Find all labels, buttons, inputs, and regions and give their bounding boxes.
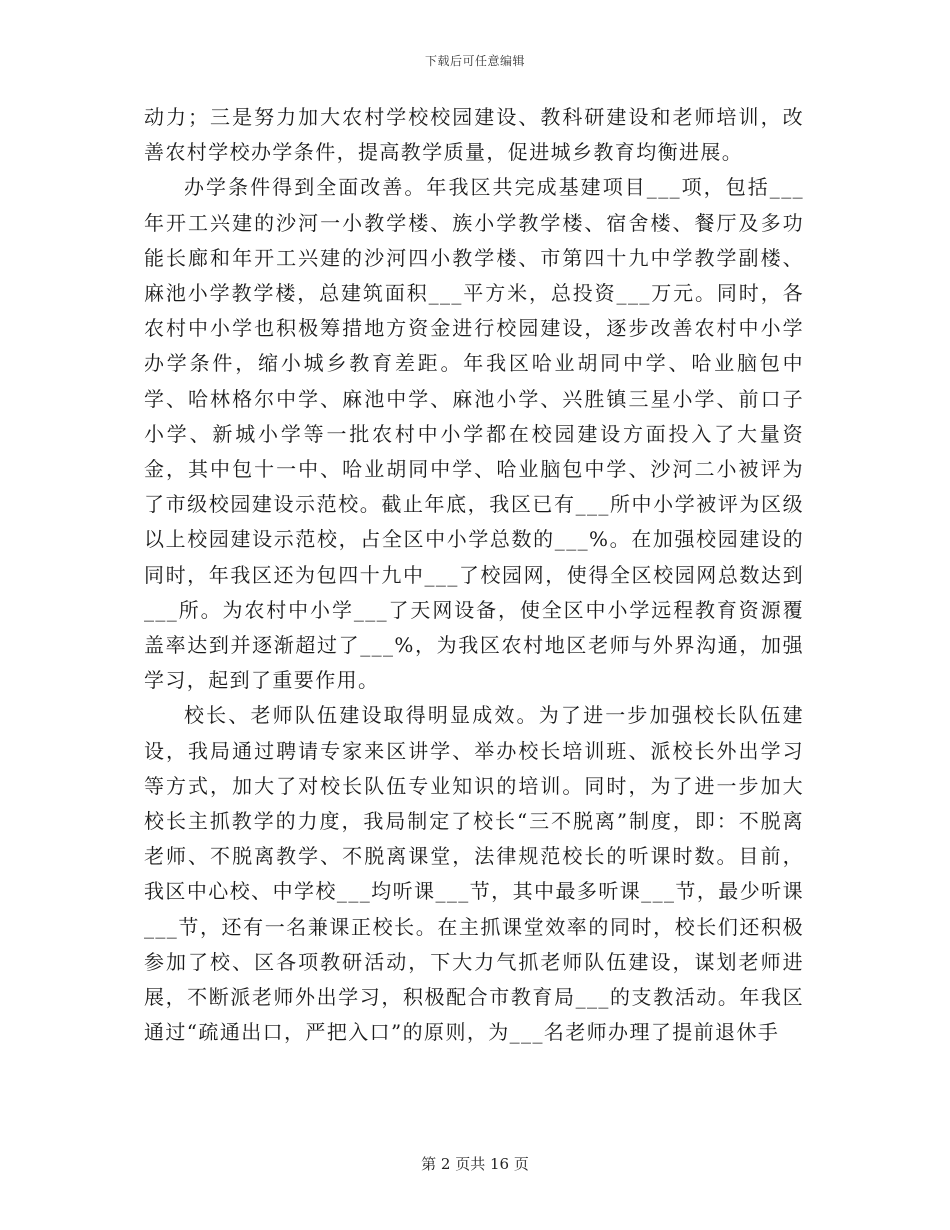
paragraph-1: 动力；三是努力加大农村学校校园建设、教科研建设和老师培训，改善农村学校办学条件，提高教学质量，促进城乡教育均衡进展。 [144, 105, 804, 165]
page-footer: 第 2 页共 16 页 [421, 1155, 529, 1173]
page-header: 下载后可任意编辑 [424, 54, 525, 68]
paragraph-3: 校长、老师队伍建设取得明显成效。为了进一步加强校长队伍建设，我局通过聘请专家来区讲学、举办校长培训班、派校长外出学习等方式，加大了对校长队伍专业知识的培训。同时，为了进一步加大校长主抓教学的力度，我局制定了校长“三不脱离”制度，即：不脱离老师、不脱离教学、不脱离课堂，法律规范校长的听课时数。目前，我区中心校、中学校___均听课___节，其中最多听课___节，最少听课___节，还有一名兼课正校长。在主抓课堂效率的同时，校长们还积极参加了校、区各项教研活动，下大力气抓老师队伍建设，谋划老师进展，不断派老师外出学习，积极配合市教育局___的支教活动。年我区通过“疏通出口，严把入口”的原则，为___名老师办理了提前退休手 [144, 703, 804, 1045]
document-body [144, 100, 804, 1050]
paragraph-2: 办学条件得到全面改善。年我区共完成基建项目___项，包括___年开工兴建的沙河一小教学楼、族小学教学楼、宿舍楼、餐厅及多功能长廊和年开工兴建的沙河四小教学楼、市第四十九中学教学副楼、麻池小学教学楼，总建筑面积___平方米，总投资___万元。同时，各农村中小学也积极筹措地方资金进行校园建设，逐步改善农村中小学办学条件，缩小城乡教育差距。年我区哈业胡同中学、哈业脑包中学、哈林格尔中学、麻池中学、麻池小学、兴胜镇三星小学、前口子小学、新城小学等一批农村中小学都在校园建设方面投入了大量资金，其中包十一中、哈业胡同中学、哈业脑包中学、沙河二小被评为了市级校园建设示范校。截止年底，我区已有___所中小学被评为区级以上校园建设示范校，占全区中小学总数的___%。在加强校园建设的同时，年我区还为包四十九中___了校园网，使得全区校园网总数达到___所。为农村中小学___了天网设备，使全区中小学远程教育资源覆盖率达到并逐渐超过了___%，为我区农村地区老师与外界沟通，加强学习，起到了重要作用。 [144, 175, 804, 693]
